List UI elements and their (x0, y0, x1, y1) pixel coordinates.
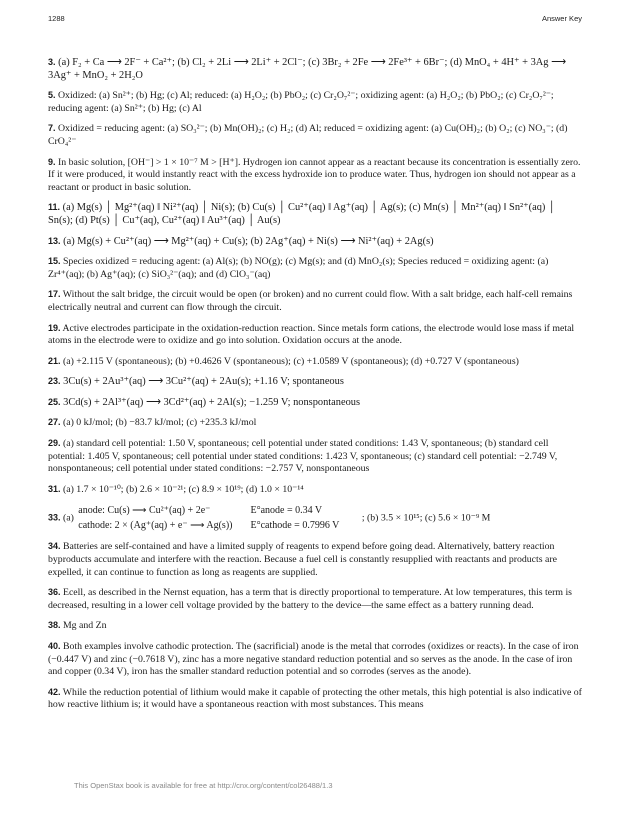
answer-19: 19. Active electrodes participate in the oxidation-reduction reaction. Since metals form cations, the electrode would lose mass if metal atoms in the electrode were to oxidize and go into solution. Oxidation occurs at the anode. (48, 322, 575, 347)
answer-36: 36. Ecell, as described in the Nernst equation, has a term that is directly proportional to temperature. At low temperatures, this term is decreased, resulting in a lower cell voltage provided by the battery to the device—the same effect as a battery running dead. (48, 587, 572, 611)
cathode-potential: E°cathode = 0.7996 V (250, 520, 340, 532)
answer-42: 42. While the reduction potential of lithium would make it capable of protecting the other metals, this high potential is also indicative of how reactive lithium is; it would have a spontaneous reaction with most substances. This means (48, 686, 582, 711)
answer-23: 23. 3Cu(s) + 2Au³⁺(aq) ⟶ 3Cu²⁺(aq) + 2Au(s); +1.16 V; spontaneous (48, 376, 344, 388)
answer-38: 38. Mg and Zn (48, 620, 107, 632)
cathode-equation: cathode: 2 × (Ag⁺(aq) + e⁻ ⟶ Ag(s)) (78, 520, 233, 532)
page-number: 1288 (48, 14, 65, 23)
answer-25: 25. 3Cd(s) + 2Al³⁺(aq) ⟶ 3Cd²⁺(aq) + 2Al(s); −1.259 V; nonspontaneous (48, 396, 361, 408)
answer-40: 40. Both examples involve cathodic protection. The (sacrificial) anode is the metal that corrodes (oxidizes or reacts). In the case of iron (−0.447 V) and zinc (−0.7618 V), zinc has a more negative standard reduction potential and so serves as the anode. In the case of iron and copper (0.34 V), iron has the smaller standard reduction potential and so corrodes (serves as the anode). (48, 641, 579, 678)
answer-7: 7. Oxidized = reducing agent: (a) SO₃²⁻; (b) Mn(OH)₂; (c) H₂; (d) Al; reduced = oxidizing agent: (a) Cu(OH)₂; (b) O₂; (c) NO₃⁻; (d) CrO₄²⁻ (48, 123, 568, 147)
anode-equation: anode: Cu(s) ⟶ Cu²⁺(aq) + 2e⁻ (78, 505, 211, 517)
answer-31: 31. (a) 1.7 × 10⁻¹⁰; (b) 2.6 × 10⁻²¹; (c) 8.9 × 10¹⁹; (d) 1.0 × 10⁻¹⁴ (48, 483, 304, 495)
answer-27: 27. (a) 0 kJ/mol; (b) −83.7 kJ/mol; (c) +235.3 kJ/mol (48, 417, 257, 429)
anode-row (78, 503, 357, 518)
answer-9: 9. In basic solution, [OH⁻] > 1 × 10⁻⁷ M > [H⁺]. Hydrogen ion cannot appear as a reactant because its concentration is essentially zero. If it were produced, it would instantly react with the excess hydroxide ion to produce water. Thus, hydrogen ion should not appear as a reactant or product in basic solution. (48, 156, 581, 193)
answer-3: 3. (a) F₂ + Ca ⟶ 2F⁻ + Ca²⁺; (b) Cl₂ + 2Li ⟶ 2Li⁺ + 2Cl⁻; (c) 3Br₂ + 2Fe ⟶ 2Fe³⁺ + 6Br⁻; (d) MnO₄ + 4H⁺ + 3Ag ⟶ 3Ag⁺ + MnO₂ + 2H₂O (48, 57, 566, 81)
page-footer: This OpenStax book is available for free at http://cnx.org/content/col26488/1.3 (74, 781, 333, 790)
answer-11: 11. (a) Mg(s) │ Mg²⁺(aq) ‖ Ni²⁺(aq) │ Ni(s); (b) Cu(s) │ Cu²⁺(aq) ‖ Ag⁺(aq) │ Ag(s); (c) Mn(s) │ Mn²⁺(aq) ‖ Sn²⁺(aq) │ Sn(s); (d) Pt(s) │ Cu⁺(aq), Cu²⁺(aq) ‖ Au³⁺(aq) │ Au(s) (48, 202, 556, 226)
answer-15: 15. Species oxidized = reducing agent: (a) Al(s); (b) NO(g); (c) Mg(s); and (d) MnO₂(s); Species reduced = oxidizing agent: (a) Zr⁴⁺(aq); (b) Ag⁺(aq); (c) SiO₃²⁻(aq); and (d) ClO₃⁻(aq) (48, 256, 549, 280)
answer-29: 29. (a) standard cell potential: 1.50 V, spontaneous; cell potential under stated conditions: 1.43 V, spontaneous; (b) standard cell potential: 1.405 V, spontaneous; cell potential under stated conditions: 1.423 V, spontaneous; (c) standard cell potential: −2.749 V, nonspontaneous; cell potential under stated conditions: −2.757 V, nonspontaneous (48, 438, 558, 475)
section-title: Answer Key (541, 14, 582, 23)
answer-34: 34. Batteries are self-contained and have a limited supply of reagents to expend before going dead. Alternatively, battery reaction byproducts accumulate and interfere with the reaction. Because a fuel cell is constantly resupplied with reactants and products are expelled, it can continue to function as long as reagents are supplied. (48, 541, 557, 578)
answer-17: 17. Without the salt bridge, the circuit would be open (or broken) and no current could flow. With a salt bridge, each half-cell remains electrically neutral and current can flow through the circuit. (48, 289, 573, 313)
answer-list (48, 56, 582, 719)
half-reaction-table (78, 503, 357, 533)
answer-5: 5. Oxidized: (a) Sn²⁺; (b) Hg; (c) Al; reduced: (a) H₂O₂; (b) PbO₂; (c) Cr₂O₇²⁻; oxidizing agent: (a) H₂O₂; (b) PbO₂; (c) Cr₂O₇²⁻; reducing agent: (a) Sn²⁺; (b) Hg; (c) Al (48, 90, 554, 114)
answer-13: 13. (a) Mg(s) + Cu²⁺(aq) ⟶ Mg²⁺(aq) + Cu(s); (b) 2Ag⁺(aq) + Ni(s) ⟶ Ni²⁺(aq) + 2Ag(s) (48, 235, 434, 247)
cathode-row (78, 518, 357, 533)
anode-potential: E°anode = 0.34 V (250, 505, 323, 517)
answer-21: 21. (a) +2.115 V (spontaneous); (b) +0.4626 V (spontaneous); (c) +1.0589 V (spontaneous); (d) +0.727 V (spontaneous) (48, 355, 519, 367)
answer-33: 33. (a) anode: Cu(s) ⟶ Cu²⁺(aq) + 2e⁻ E°anode = 0.34 V cathode: 2 × (Ag⁺(aq) + e⁻ ⟶ Ag(s)) E°cathode = 0.7996 V ; (b) 3.5 × 10¹⁵; (c) 5.6 × 10⁻⁹ M (48, 505, 491, 532)
